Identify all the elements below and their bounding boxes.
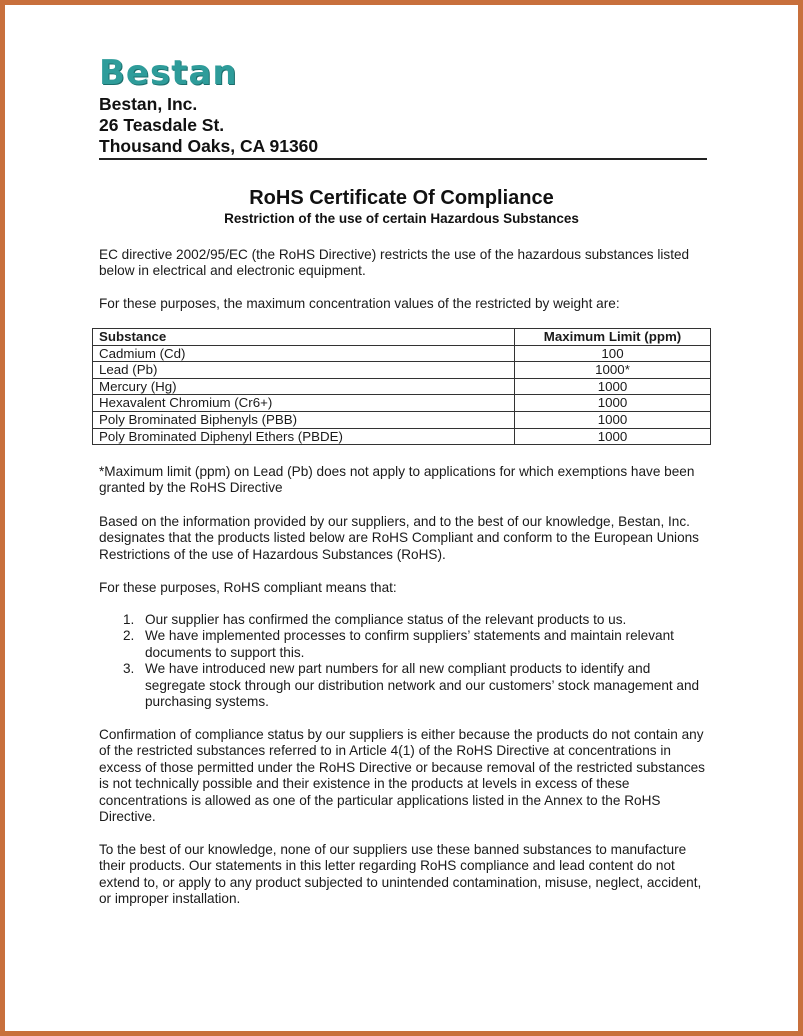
limit-cell: 100 [515, 345, 711, 362]
header-divider [99, 158, 707, 160]
limit-cell: 1000 [515, 428, 711, 445]
list-text: We have introduced new part numbers for all new compliant products to identify and segregate stock through our distribution network and our customers’ stock management and purchasing systems. [145, 661, 700, 710]
limit-cell: 1000 [515, 411, 711, 428]
company-street: 26 Teasdale St. [99, 115, 225, 135]
table-row [93, 395, 711, 412]
page-title: RoHS Certificate Of Compliance [249, 187, 554, 209]
substance-cell: Mercury (Hg) [93, 378, 515, 395]
table-row [93, 378, 711, 395]
limit-cell: 1000* [515, 362, 711, 379]
substance-cell: Hexavalent Chromium (Cr6+) [93, 395, 515, 412]
substance-table [92, 328, 711, 445]
table-row [93, 411, 711, 428]
list-item [99, 612, 714, 628]
table-header-row [93, 329, 711, 346]
header-substance: Substance [93, 329, 515, 346]
limit-cell: 1000 [515, 378, 711, 395]
purpose-paragraph: For these purposes, the maximum concentration values of the restricted by weight are: [99, 296, 620, 311]
header-max-limit: Maximum Limit (ppm) [515, 329, 711, 346]
list-number: 3. [123, 661, 135, 677]
intro-paragraph: EC directive 2002/95/EC (the RoHS Directive) restricts the use of the hazardous substances listed below in electrical and electronic equipment. [99, 247, 690, 279]
table-row [93, 428, 711, 445]
table-row [93, 362, 711, 379]
list-text: Our supplier has confirmed the compliance status of the relevant products to us. [145, 612, 627, 627]
company-logo: Bestan [99, 53, 238, 93]
substance-cell: Poly Brominated Biphenyls (PBB) [93, 411, 515, 428]
table-row [93, 345, 711, 362]
closing-paragraph: To the best of our knowledge, none of our suppliers use these banned substances to manufacture their products. Our statements in this letter regarding RoHS compliance and lead content do not extend to, or apply to any product subjected to unintended contamination, misuse, neglect, accident, or improper installation. [99, 842, 702, 907]
substance-cell: Cadmium (Cd) [93, 345, 515, 362]
substance-cell: Lead (Pb) [93, 362, 515, 379]
compliance-list [99, 612, 714, 710]
lead-footnote: *Maximum limit (ppm) on Lead (Pb) does not apply to applications for which exemptions have been granted by the RoHS Directive [99, 464, 695, 496]
company-city: Thousand Oaks, CA 91360 [99, 136, 319, 156]
knowledge-paragraph: Based on the information provided by our suppliers, and to the best of our knowledge, Bestan, Inc. designates that the products listed below are RoHS Compliant and conform to the European Unions Restrictions of the use of Hazardous Substances (RoHS). [99, 514, 699, 562]
list-text: We have implemented processes to confirm suppliers’ statements and maintain relevant documents to support this. [145, 628, 674, 660]
list-item [99, 628, 714, 661]
list-number: 2. [123, 628, 135, 644]
company-name: Bestan, Inc. [99, 94, 198, 114]
confirmation-paragraph: Confirmation of compliance status by our suppliers is either because the products do not contain any of the restricted substances referred to in Article 4(1) of the RoHS Directive at concentrations in excess of those permitted under the RoHS Directive or because removal of the restricted substances is not technically possible and their existence in the products at levels in excess of these concentrations is allowed as one of the particular applications listed in the Annex to the RoHS Directive. [99, 727, 705, 825]
substance-cell: Poly Brominated Diphenyl Ethers (PBDE) [93, 428, 515, 445]
list-number: 1. [123, 612, 135, 627]
page-subtitle: Restriction of the use of certain Hazardous Substances [224, 211, 579, 226]
limit-cell: 1000 [515, 395, 711, 412]
means-intro: For these purposes, RoHS compliant means that: [99, 580, 397, 595]
list-item [99, 661, 714, 710]
